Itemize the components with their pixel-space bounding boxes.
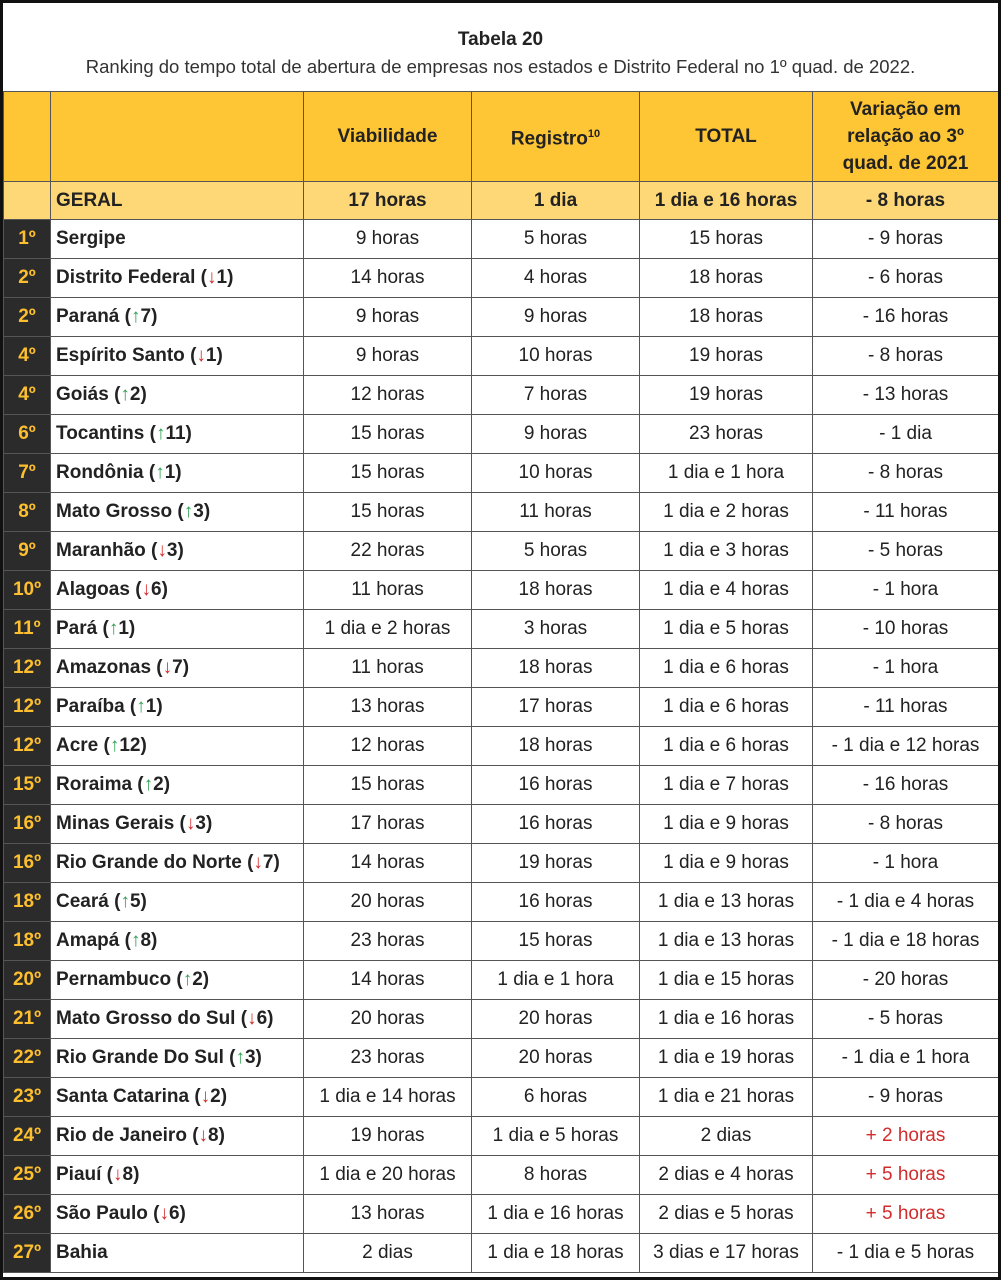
rank-cell: 16º bbox=[4, 844, 51, 883]
arrow-up-icon: ↑ bbox=[130, 306, 141, 327]
state-cell: Maranhão (↓3) bbox=[51, 532, 304, 571]
state-cell: Tocantins (↑11) bbox=[51, 415, 304, 454]
arrow-up-icon: ↑ bbox=[155, 423, 166, 444]
state-name: Sergipe bbox=[56, 228, 126, 249]
variacao-cell: + 5 horas bbox=[813, 1195, 999, 1234]
header-rank bbox=[4, 92, 51, 182]
viabilidade-cell: 20 horas bbox=[304, 1000, 472, 1039]
rank-change: 1 bbox=[145, 696, 157, 717]
viabilidade-cell: 12 horas bbox=[304, 376, 472, 415]
rank-change: 2 bbox=[153, 774, 164, 795]
viabilidade-cell: 14 horas bbox=[304, 259, 472, 298]
geral-variacao: - 8 horas bbox=[813, 182, 999, 220]
table-row bbox=[4, 961, 999, 1000]
table-row bbox=[4, 922, 999, 961]
variacao-cell: - 1 hora bbox=[813, 571, 999, 610]
rank-change: 3 bbox=[166, 540, 178, 561]
rank-change: 2 bbox=[129, 384, 141, 405]
state-cell: Minas Gerais (↓3) bbox=[51, 805, 304, 844]
registro-cell: 5 horas bbox=[472, 532, 640, 571]
total-cell: 1 dia e 1 hora bbox=[640, 454, 813, 493]
state-name: Mato Grosso do Sul bbox=[56, 1008, 236, 1029]
state-cell: Pará (↑1) bbox=[51, 610, 304, 649]
table-row bbox=[4, 454, 999, 493]
table-row bbox=[4, 1195, 999, 1234]
variacao-cell: - 8 horas bbox=[813, 805, 999, 844]
variacao-cell: - 9 horas bbox=[813, 220, 999, 259]
state-name: Rio de Janeiro bbox=[56, 1125, 187, 1146]
state-name: Pará bbox=[56, 618, 98, 639]
table-row bbox=[4, 298, 999, 337]
total-cell: 2 dias bbox=[640, 1117, 813, 1156]
arrow-down-icon: ↓ bbox=[200, 1086, 211, 1107]
registro-cell: 9 horas bbox=[472, 298, 640, 337]
viabilidade-cell: 9 horas bbox=[304, 220, 472, 259]
rank-change: 8 bbox=[208, 1125, 219, 1146]
header-viabilidade: Viabilidade bbox=[304, 92, 472, 182]
registro-cell: 16 horas bbox=[472, 805, 640, 844]
state-name: Acre bbox=[56, 735, 99, 756]
total-cell: 19 horas bbox=[640, 337, 813, 376]
header-registro-label: Registro bbox=[510, 128, 588, 150]
rank-cell: 4º bbox=[4, 376, 51, 415]
variacao-cell: - 9 horas bbox=[813, 1078, 999, 1117]
total-cell: 1 dia e 6 horas bbox=[640, 649, 813, 688]
arrow-up-icon: ↑ bbox=[182, 969, 193, 990]
state-cell: Amapá (↑8) bbox=[51, 922, 304, 961]
geral-rank bbox=[4, 182, 51, 220]
geral-label: GERAL bbox=[51, 182, 304, 220]
viabilidade-cell: 23 horas bbox=[304, 1039, 472, 1078]
state-cell: Mato Grosso do Sul (↓6) bbox=[51, 1000, 304, 1039]
state-cell: Mato Grosso (↑3) bbox=[51, 493, 304, 532]
registro-cell: 18 horas bbox=[472, 727, 640, 766]
state-cell bbox=[51, 1234, 304, 1273]
state-cell: Ceará (↑5) bbox=[51, 883, 304, 922]
arrow-up-icon: ↑ bbox=[183, 501, 194, 522]
state-cell: Rio Grande do Norte (↓7) bbox=[51, 844, 304, 883]
arrow-down-icon: ↓ bbox=[247, 1008, 257, 1029]
total-cell: 1 dia e 3 horas bbox=[640, 532, 813, 571]
table-row bbox=[4, 571, 999, 610]
table-title: Tabela 20 bbox=[457, 29, 544, 50]
registro-cell: 18 horas bbox=[472, 571, 640, 610]
table-row bbox=[4, 415, 999, 454]
geral-viabilidade: 17 horas bbox=[304, 182, 472, 220]
total-cell: 23 horas bbox=[640, 415, 813, 454]
table-row bbox=[4, 532, 999, 571]
table-row bbox=[4, 337, 999, 376]
header-registro bbox=[472, 92, 640, 182]
arrow-down-icon: ↓ bbox=[198, 1125, 209, 1146]
viabilidade-cell: 15 horas bbox=[304, 454, 472, 493]
rank-cell: 18º bbox=[4, 922, 51, 961]
variacao-cell: - 11 horas bbox=[813, 493, 999, 532]
variacao-cell: - 1 dia e 5 horas bbox=[813, 1234, 999, 1273]
rank-cell: 2º bbox=[4, 259, 51, 298]
rank-change: 6 bbox=[168, 1203, 180, 1224]
header-variacao-label: Variação em relação ao 3º quad. de 2021 bbox=[842, 99, 969, 174]
arrow-up-icon: ↑ bbox=[108, 618, 119, 639]
rank-cell: 6º bbox=[4, 415, 51, 454]
variacao-cell: + 5 horas bbox=[813, 1156, 999, 1195]
viabilidade-cell: 14 horas bbox=[304, 844, 472, 883]
geral-total: 1 dia e 16 horas bbox=[640, 182, 813, 220]
rank-change: 1 bbox=[205, 345, 217, 366]
table-row bbox=[4, 1156, 999, 1195]
total-cell: 1 dia e 5 horas bbox=[640, 610, 813, 649]
viabilidade-cell: 23 horas bbox=[304, 922, 472, 961]
state-name: Espírito Santo bbox=[56, 345, 185, 366]
variacao-cell: - 5 horas bbox=[813, 532, 999, 571]
rank-cell: 18º bbox=[4, 883, 51, 922]
rank-cell: 12º bbox=[4, 688, 51, 727]
registro-cell: 19 horas bbox=[472, 844, 640, 883]
state-cell: Amazonas (↓7) bbox=[51, 649, 304, 688]
arrow-down-icon: ↓ bbox=[253, 852, 263, 873]
total-cell: 1 dia e 16 horas bbox=[640, 1000, 813, 1039]
rank-cell: 15º bbox=[4, 766, 51, 805]
variacao-cell: - 1 dia e 12 horas bbox=[813, 727, 999, 766]
rank-cell: 12º bbox=[4, 649, 51, 688]
state-cell: Paraná (↑7) bbox=[51, 298, 304, 337]
registro-cell: 20 horas bbox=[472, 1000, 640, 1039]
state-cell: Distrito Federal (↓1) bbox=[51, 259, 304, 298]
viabilidade-cell: 9 horas bbox=[304, 337, 472, 376]
variacao-cell: - 1 dia e 18 horas bbox=[813, 922, 999, 961]
table-subtitle: Ranking do tempo total de abertura de empresas nos estados e Distrito Federal no 1º quad. de 2022. bbox=[85, 56, 916, 77]
arrow-up-icon: ↑ bbox=[120, 384, 130, 405]
variacao-cell: - 1 hora bbox=[813, 649, 999, 688]
state-cell: Acre (↑12) bbox=[51, 727, 304, 766]
viabilidade-cell: 20 horas bbox=[304, 883, 472, 922]
total-cell: 1 dia e 15 horas bbox=[640, 961, 813, 1000]
rank-change: 8 bbox=[140, 930, 152, 951]
header-row bbox=[4, 92, 999, 182]
variacao-cell: - 16 horas bbox=[813, 766, 999, 805]
state-cell: Rondônia (↑1) bbox=[51, 454, 304, 493]
rank-cell: 27º bbox=[4, 1234, 51, 1273]
state-name: Goiás bbox=[56, 384, 109, 405]
arrow-down-icon: ↓ bbox=[162, 657, 173, 678]
table-row bbox=[4, 493, 999, 532]
arrow-up-icon: ↑ bbox=[235, 1047, 245, 1068]
state-cell: Espírito Santo (↓1) bbox=[51, 337, 304, 376]
state-cell: Rio de Janeiro (↓8) bbox=[51, 1117, 304, 1156]
viabilidade-cell: 17 horas bbox=[304, 805, 472, 844]
variacao-cell: - 1 dia e 4 horas bbox=[813, 883, 999, 922]
viabilidade-cell: 1 dia e 14 horas bbox=[304, 1078, 472, 1117]
rank-change: 7 bbox=[262, 852, 274, 873]
header-variacao bbox=[813, 92, 999, 182]
variacao-cell: - 8 horas bbox=[813, 454, 999, 493]
table-row bbox=[4, 376, 999, 415]
rank-cell: 23º bbox=[4, 1078, 51, 1117]
total-cell: 19 horas bbox=[640, 376, 813, 415]
variacao-cell: - 1 dia bbox=[813, 415, 999, 454]
rank-change: 5 bbox=[129, 891, 141, 912]
viabilidade-cell: 14 horas bbox=[304, 961, 472, 1000]
rank-change: 6 bbox=[151, 579, 162, 600]
state-cell: Pernambuco (↑2) bbox=[51, 961, 304, 1000]
table-row bbox=[4, 1039, 999, 1078]
rank-cell: 25º bbox=[4, 1156, 51, 1195]
total-cell: 1 dia e 13 horas bbox=[640, 883, 813, 922]
state-name: Bahia bbox=[56, 1242, 108, 1263]
state-name: Amapá bbox=[56, 930, 120, 951]
rank-cell: 9º bbox=[4, 532, 51, 571]
state-name: Maranhão bbox=[56, 540, 146, 561]
table-row bbox=[4, 805, 999, 844]
arrow-up-icon: ↑ bbox=[120, 891, 130, 912]
state-name: Rio Grande do Norte bbox=[56, 852, 242, 873]
state-name: Minas Gerais bbox=[56, 813, 175, 834]
arrow-down-icon: ↓ bbox=[185, 813, 196, 834]
registro-cell: 4 horas bbox=[472, 259, 640, 298]
rank-change: 8 bbox=[122, 1164, 134, 1185]
registro-cell: 1 dia e 1 hora bbox=[472, 961, 640, 1000]
registro-cell: 5 horas bbox=[472, 220, 640, 259]
rank-cell: 11º bbox=[4, 610, 51, 649]
state-name: Mato Grosso bbox=[56, 501, 173, 522]
variacao-cell: - 5 horas bbox=[813, 1000, 999, 1039]
registro-cell: 9 horas bbox=[472, 415, 640, 454]
rank-change: 12 bbox=[119, 735, 141, 756]
registro-cell: 17 horas bbox=[472, 688, 640, 727]
state-name: Distrito Federal bbox=[56, 267, 196, 288]
rank-cell: 8º bbox=[4, 493, 51, 532]
total-cell: 1 dia e 7 horas bbox=[640, 766, 813, 805]
rank-cell: 21º bbox=[4, 1000, 51, 1039]
arrow-down-icon: ↓ bbox=[157, 540, 167, 561]
variacao-cell: - 11 horas bbox=[813, 688, 999, 727]
arrow-up-icon: ↑ bbox=[109, 735, 120, 756]
total-cell: 1 dia e 9 horas bbox=[640, 844, 813, 883]
header-state bbox=[51, 92, 304, 182]
registro-cell: 18 horas bbox=[472, 649, 640, 688]
state-name: Paraná bbox=[56, 306, 120, 327]
total-cell: 1 dia e 9 horas bbox=[640, 805, 813, 844]
rank-cell: 4º bbox=[4, 337, 51, 376]
arrow-up-icon: ↑ bbox=[136, 696, 146, 717]
arrow-up-icon: ↑ bbox=[143, 774, 154, 795]
table-row bbox=[4, 1000, 999, 1039]
variacao-cell: - 16 horas bbox=[813, 298, 999, 337]
table-row bbox=[4, 1234, 999, 1273]
total-cell: 1 dia e 6 horas bbox=[640, 688, 813, 727]
table-row bbox=[4, 766, 999, 805]
registro-cell: 3 horas bbox=[472, 610, 640, 649]
registro-cell: 20 horas bbox=[472, 1039, 640, 1078]
rank-cell: 2º bbox=[4, 298, 51, 337]
state-cell bbox=[51, 220, 304, 259]
viabilidade-cell: 13 horas bbox=[304, 1195, 472, 1234]
state-cell: Alagoas (↓6) bbox=[51, 571, 304, 610]
rank-change: 6 bbox=[256, 1008, 268, 1029]
registro-cell: 8 horas bbox=[472, 1156, 640, 1195]
state-name: Amazonas bbox=[56, 657, 152, 678]
viabilidade-cell: 19 horas bbox=[304, 1117, 472, 1156]
registro-cell: 10 horas bbox=[472, 337, 640, 376]
state-name: São Paulo bbox=[56, 1203, 148, 1224]
total-cell: 1 dia e 6 horas bbox=[640, 727, 813, 766]
arrow-down-icon: ↓ bbox=[206, 267, 217, 288]
viabilidade-cell: 1 dia e 2 horas bbox=[304, 610, 472, 649]
table-row bbox=[4, 649, 999, 688]
rank-change: 1 bbox=[164, 462, 176, 483]
registro-cell: 1 dia e 5 horas bbox=[472, 1117, 640, 1156]
total-cell: 1 dia e 19 horas bbox=[640, 1039, 813, 1078]
variacao-cell: - 1 dia e 1 hora bbox=[813, 1039, 999, 1078]
table-row bbox=[4, 220, 999, 259]
viabilidade-cell: 15 horas bbox=[304, 493, 472, 532]
state-name: Tocantins bbox=[56, 423, 145, 444]
total-cell: 1 dia e 13 horas bbox=[640, 922, 813, 961]
rank-cell: 7º bbox=[4, 454, 51, 493]
state-name: Ceará bbox=[56, 891, 109, 912]
rank-change: 7 bbox=[140, 306, 152, 327]
table-row bbox=[4, 1078, 999, 1117]
arrow-down-icon: ↓ bbox=[196, 345, 206, 366]
total-cell: 1 dia e 21 horas bbox=[640, 1078, 813, 1117]
header-total: TOTAL bbox=[640, 92, 813, 182]
rank-change: 1 bbox=[216, 267, 228, 288]
registro-cell: 16 horas bbox=[472, 883, 640, 922]
header-registro-footnote: 10 bbox=[587, 127, 601, 140]
total-cell: 1 dia e 2 horas bbox=[640, 493, 813, 532]
variacao-cell: - 6 horas bbox=[813, 259, 999, 298]
total-cell: 2 dias e 4 horas bbox=[640, 1156, 813, 1195]
viabilidade-cell: 13 horas bbox=[304, 688, 472, 727]
total-cell: 3 dias e 17 horas bbox=[640, 1234, 813, 1273]
viabilidade-cell: 2 dias bbox=[304, 1234, 472, 1273]
rank-change: 1 bbox=[118, 618, 129, 639]
total-cell: 1 dia e 4 horas bbox=[640, 571, 813, 610]
registro-cell: 1 dia e 16 horas bbox=[472, 1195, 640, 1234]
state-name: Santa Catarina bbox=[56, 1086, 190, 1107]
rank-change: 3 bbox=[195, 813, 206, 834]
viabilidade-cell: 11 horas bbox=[304, 649, 472, 688]
state-name: Roraima bbox=[56, 774, 133, 795]
table-row bbox=[4, 727, 999, 766]
table-row bbox=[4, 610, 999, 649]
rank-cell: 22º bbox=[4, 1039, 51, 1078]
state-cell: Santa Catarina (↓2) bbox=[51, 1078, 304, 1117]
rank-cell: 1º bbox=[4, 220, 51, 259]
variacao-cell: - 13 horas bbox=[813, 376, 999, 415]
total-cell: 15 horas bbox=[640, 220, 813, 259]
table-row bbox=[4, 844, 999, 883]
ranking-table bbox=[3, 91, 999, 1273]
arrow-down-icon: ↓ bbox=[113, 1164, 123, 1185]
state-cell: Roraima (↑2) bbox=[51, 766, 304, 805]
state-name: Piauí bbox=[56, 1164, 102, 1185]
total-cell: 2 dias e 5 horas bbox=[640, 1195, 813, 1234]
registro-cell: 16 horas bbox=[472, 766, 640, 805]
variacao-cell: - 20 horas bbox=[813, 961, 999, 1000]
viabilidade-cell: 12 horas bbox=[304, 727, 472, 766]
table-row bbox=[4, 883, 999, 922]
rank-cell: 10º bbox=[4, 571, 51, 610]
rank-change: 7 bbox=[172, 657, 183, 678]
viabilidade-cell: 11 horas bbox=[304, 571, 472, 610]
state-name: Alagoas bbox=[56, 579, 130, 600]
rank-change: 3 bbox=[244, 1047, 256, 1068]
rank-change: 2 bbox=[192, 969, 203, 990]
table-row bbox=[4, 259, 999, 298]
arrow-up-icon: ↑ bbox=[130, 930, 141, 951]
registro-cell: 7 horas bbox=[472, 376, 640, 415]
variacao-cell: + 2 horas bbox=[813, 1117, 999, 1156]
viabilidade-cell: 1 dia e 20 horas bbox=[304, 1156, 472, 1195]
table-row bbox=[4, 688, 999, 727]
geral-registro: 1 dia bbox=[472, 182, 640, 220]
rank-cell: 12º bbox=[4, 727, 51, 766]
rank-cell: 16º bbox=[4, 805, 51, 844]
state-cell: Goiás (↑2) bbox=[51, 376, 304, 415]
table-row bbox=[4, 1117, 999, 1156]
state-cell: São Paulo (↓6) bbox=[51, 1195, 304, 1234]
variacao-cell: - 8 horas bbox=[813, 337, 999, 376]
rank-cell: 26º bbox=[4, 1195, 51, 1234]
registro-cell: 15 horas bbox=[472, 922, 640, 961]
table-caption bbox=[3, 3, 998, 91]
state-name: Paraíba bbox=[56, 696, 125, 717]
total-cell: 18 horas bbox=[640, 298, 813, 337]
state-name: Pernambuco bbox=[56, 969, 172, 990]
state-cell: Rio Grande Do Sul (↑3) bbox=[51, 1039, 304, 1078]
rank-change: 3 bbox=[193, 501, 204, 522]
state-name: Rondônia bbox=[56, 462, 144, 483]
registro-cell: 10 horas bbox=[472, 454, 640, 493]
geral-row bbox=[4, 182, 999, 220]
state-cell: Piauí (↓8) bbox=[51, 1156, 304, 1195]
total-cell: 18 horas bbox=[640, 259, 813, 298]
registro-cell: 1 dia e 18 horas bbox=[472, 1234, 640, 1273]
viabilidade-cell: 9 horas bbox=[304, 298, 472, 337]
state-name: Rio Grande Do Sul bbox=[56, 1047, 224, 1068]
registro-cell: 11 horas bbox=[472, 493, 640, 532]
arrow-down-icon: ↓ bbox=[159, 1203, 169, 1224]
registro-cell: 6 horas bbox=[472, 1078, 640, 1117]
rank-change: 2 bbox=[210, 1086, 221, 1107]
rank-change: 11 bbox=[165, 423, 186, 444]
viabilidade-cell: 15 horas bbox=[304, 766, 472, 805]
arrow-up-icon: ↑ bbox=[155, 462, 165, 483]
arrow-down-icon: ↓ bbox=[141, 579, 152, 600]
viabilidade-cell: 22 horas bbox=[304, 532, 472, 571]
variacao-cell: - 1 hora bbox=[813, 844, 999, 883]
variacao-cell: - 10 horas bbox=[813, 610, 999, 649]
rank-cell: 20º bbox=[4, 961, 51, 1000]
viabilidade-cell: 15 horas bbox=[304, 415, 472, 454]
state-cell: Paraíba (↑1) bbox=[51, 688, 304, 727]
rank-cell: 24º bbox=[4, 1117, 51, 1156]
